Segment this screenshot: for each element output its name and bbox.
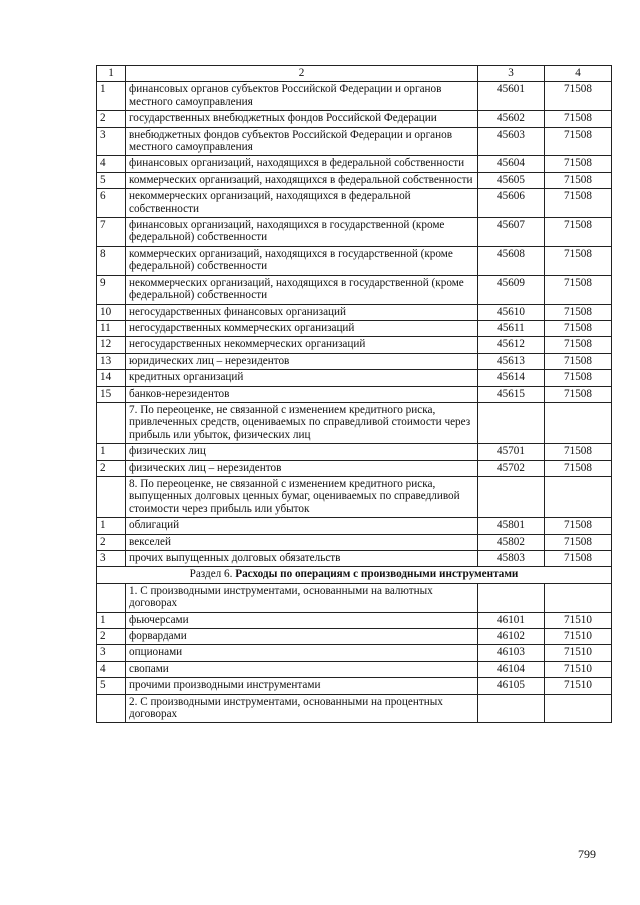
row-number: 10 (97, 304, 126, 320)
subsection-2-heading-col-3 (478, 694, 545, 723)
row-description: некоммерческих организаций, находящихся в государственной (кроме федеральной) собственности (126, 275, 478, 304)
subsection-2-heading-text: 2. С производными инструментами, основанными на процентных договорах (126, 694, 478, 723)
table-row (97, 82, 612, 111)
row-symbol-code: 71510 (545, 678, 612, 694)
row-description: физических лиц (126, 444, 478, 460)
row-description: внебюджетных фондов субъектов Российской Федерации и органов местного самоуправления (126, 127, 478, 156)
subsection-1-heading-text: 1. С производными инструментами, основанными на валютных договорах (126, 583, 478, 612)
header-col-2: 2 (126, 66, 478, 82)
table-row (97, 518, 612, 534)
row-description: физических лиц – нерезидентов (126, 460, 478, 476)
row-account-code: 45612 (478, 337, 545, 353)
row-account-code: 45614 (478, 370, 545, 386)
row-account-code: 45602 (478, 111, 545, 127)
row-symbol-code: 71510 (545, 612, 612, 628)
row-symbol-code: 71508 (545, 82, 612, 111)
row-number: 2 (97, 111, 126, 127)
group-8-heading-col-3 (478, 476, 545, 517)
row-description: прочими производными инструментами (126, 678, 478, 694)
row-account-code: 45607 (478, 218, 545, 247)
row-account-code: 45608 (478, 246, 545, 275)
header-col-1: 1 (97, 66, 126, 82)
row-symbol-code: 71508 (545, 370, 612, 386)
row-description: негосударственных финансовых организаций (126, 304, 478, 320)
table-row (97, 678, 612, 694)
row-symbol-code: 71508 (545, 127, 612, 156)
row-description: опционами (126, 645, 478, 661)
row-number: 1 (97, 82, 126, 111)
group-8-heading-col-4 (545, 476, 612, 517)
table-row (97, 370, 612, 386)
group-7-heading (97, 402, 612, 443)
row-number: 5 (97, 172, 126, 188)
row-description: юридических лиц – нерезидентов (126, 353, 478, 369)
group-8-heading (97, 476, 612, 517)
row-description: коммерческих организаций, находящихся в государственной (кроме федеральной) собственности (126, 246, 478, 275)
accounts-table (96, 65, 612, 723)
row-symbol-code: 71508 (545, 444, 612, 460)
row-number: 3 (97, 551, 126, 567)
row-symbol-code: 71508 (545, 534, 612, 550)
table-row (97, 320, 612, 336)
row-symbol-code: 71510 (545, 645, 612, 661)
row-number: 13 (97, 353, 126, 369)
row-symbol-code: 71508 (545, 189, 612, 218)
table-row (97, 353, 612, 369)
row-symbol-code: 71508 (545, 460, 612, 476)
group-7-heading-col-3 (478, 402, 545, 443)
row-number: 4 (97, 661, 126, 677)
table-row (97, 551, 612, 567)
row-symbol-code: 71508 (545, 172, 612, 188)
row-symbol-code: 71508 (545, 551, 612, 567)
row-number: 2 (97, 534, 126, 550)
group-7-heading-col-1 (97, 402, 126, 443)
row-number: 8 (97, 246, 126, 275)
table-row (97, 444, 612, 460)
row-description: свопами (126, 661, 478, 677)
row-number: 4 (97, 156, 126, 172)
row-number: 6 (97, 189, 126, 218)
row-description: фьючерсами (126, 612, 478, 628)
row-symbol-code: 71508 (545, 218, 612, 247)
row-number: 2 (97, 460, 126, 476)
row-symbol-code: 71508 (545, 111, 612, 127)
row-description: кредитных организаций (126, 370, 478, 386)
row-account-code: 45613 (478, 353, 545, 369)
group-8-heading-text: 8. По переоценке, не связанной с изменением кредитного риска, выпущенных долговых ценных бумаг, оцениваемых по справедливой стоимости через прибыль или убыток (126, 476, 478, 517)
row-description: банков-нерезидентов (126, 386, 478, 402)
row-description: финансовых организаций, находящихся в федеральной собственности (126, 156, 478, 172)
row-description: облигаций (126, 518, 478, 534)
table-header-row (97, 66, 612, 82)
row-symbol-code: 71508 (545, 156, 612, 172)
section-prefix: Раздел 6. (189, 568, 236, 581)
section-title: Расходы по операциям с производными инструментами (235, 568, 519, 581)
row-description: негосударственных коммерческих организаций (126, 320, 478, 336)
row-account-code: 46101 (478, 612, 545, 628)
row-description: коммерческих организаций, находящихся в федеральной собственности (126, 172, 478, 188)
group-8-heading-col-1 (97, 476, 126, 517)
row-number: 3 (97, 127, 126, 156)
row-description: финансовых органов субъектов Российской Федерации и органов местного самоуправления (126, 82, 478, 111)
table-row (97, 460, 612, 476)
row-number: 12 (97, 337, 126, 353)
subsection-2-heading-col-4 (545, 694, 612, 723)
row-number: 3 (97, 645, 126, 661)
row-number: 14 (97, 370, 126, 386)
table-row (97, 246, 612, 275)
subsection-2-heading-col-1 (97, 694, 126, 723)
row-number: 1 (97, 518, 126, 534)
table-row (97, 337, 612, 353)
row-description: негосударственных некоммерческих организаций (126, 337, 478, 353)
row-symbol-code: 71508 (545, 386, 612, 402)
row-account-code: 45601 (478, 82, 545, 111)
table-row (97, 275, 612, 304)
row-symbol-code: 71508 (545, 518, 612, 534)
table-row (97, 189, 612, 218)
header-col-4: 4 (545, 66, 612, 82)
subsection-1-heading (97, 583, 612, 612)
group-7-heading-col-4 (545, 402, 612, 443)
row-account-code: 45610 (478, 304, 545, 320)
row-account-code: 45802 (478, 534, 545, 550)
row-symbol-code: 71510 (545, 661, 612, 677)
row-account-code: 45801 (478, 518, 545, 534)
row-symbol-code: 71508 (545, 337, 612, 353)
row-number: 7 (97, 218, 126, 247)
table-row (97, 156, 612, 172)
row-number: 1 (97, 612, 126, 628)
page-number: 799 (578, 847, 596, 861)
table-row (97, 111, 612, 127)
row-number: 2 (97, 629, 126, 645)
row-description: прочих выпущенных долговых обязательств (126, 551, 478, 567)
row-number: 1 (97, 444, 126, 460)
table-row (97, 304, 612, 320)
row-account-code: 45605 (478, 172, 545, 188)
row-symbol-code: 71510 (545, 629, 612, 645)
row-account-code: 45609 (478, 275, 545, 304)
row-symbol-code: 71508 (545, 246, 612, 275)
row-account-code: 45603 (478, 127, 545, 156)
row-description: финансовых организаций, находящихся в государственной (кроме федеральной) собственности (126, 218, 478, 247)
row-symbol-code: 71508 (545, 353, 612, 369)
subsection-2-heading (97, 694, 612, 723)
row-number: 9 (97, 275, 126, 304)
row-account-code: 46105 (478, 678, 545, 694)
row-description: векселей (126, 534, 478, 550)
subsection-1-heading-col-4 (545, 583, 612, 612)
row-account-code: 45702 (478, 460, 545, 476)
table-row (97, 629, 612, 645)
row-account-code: 46103 (478, 645, 545, 661)
row-symbol-code: 71508 (545, 320, 612, 336)
subsection-1-heading-col-1 (97, 583, 126, 612)
subsection-1-heading-col-3 (478, 583, 545, 612)
row-account-code: 46104 (478, 661, 545, 677)
row-account-code: 45701 (478, 444, 545, 460)
row-account-code: 45606 (478, 189, 545, 218)
row-symbol-code: 71508 (545, 304, 612, 320)
table-row (97, 534, 612, 550)
row-symbol-code: 71508 (545, 275, 612, 304)
group-7-heading-text: 7. По переоценке, не связанной с изменением кредитного риска, привлеченных средств, оцениваемых по справедливой стоимости через прибыль или убыток, физических лиц (126, 402, 478, 443)
table-row (97, 127, 612, 156)
row-account-code: 45604 (478, 156, 545, 172)
row-description: государственных внебюджетных фондов Российской Федерации (126, 111, 478, 127)
header-col-3: 3 (478, 66, 545, 82)
row-number: 5 (97, 678, 126, 694)
row-description: некоммерческих организаций, находящихся в федеральной собственности (126, 189, 478, 218)
section-heading (97, 567, 612, 583)
row-account-code: 45803 (478, 551, 545, 567)
table-row (97, 218, 612, 247)
table-row (97, 612, 612, 628)
row-description: форвардами (126, 629, 478, 645)
table-row (97, 172, 612, 188)
row-account-code: 46102 (478, 629, 545, 645)
row-number: 15 (97, 386, 126, 402)
table-row (97, 386, 612, 402)
row-number: 11 (97, 320, 126, 336)
row-account-code: 45611 (478, 320, 545, 336)
table-row (97, 661, 612, 677)
accounts-table-body (97, 66, 612, 723)
table-row (97, 645, 612, 661)
section-heading-row (97, 567, 612, 583)
row-account-code: 45615 (478, 386, 545, 402)
